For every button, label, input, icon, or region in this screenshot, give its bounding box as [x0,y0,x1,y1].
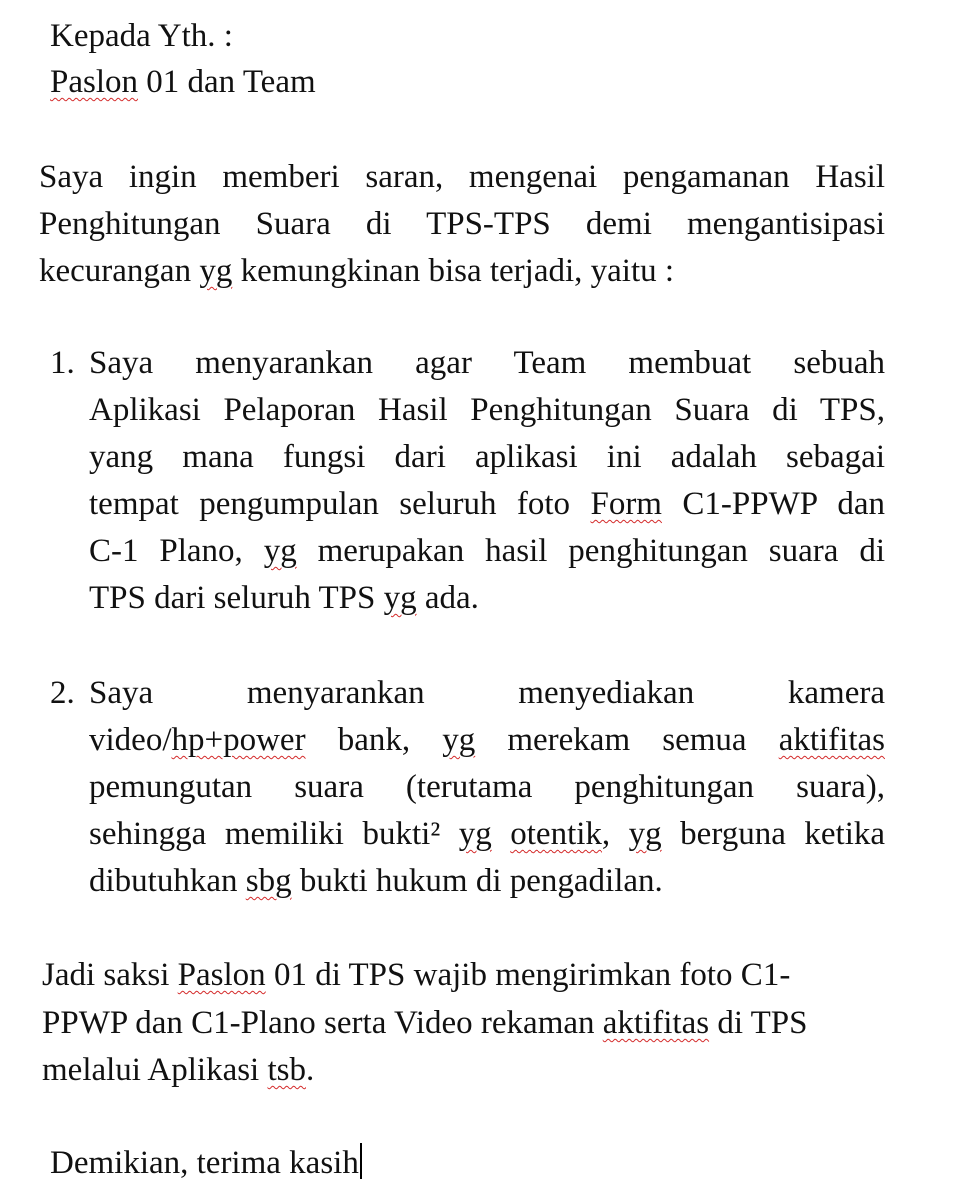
spellcheck-word: Paslon [50,64,139,100]
item1-text: merupakan hasil penghitungan suara di [296,533,885,569]
item2-line-1: Saya menyarankan menyediakan kamera [89,675,885,711]
text-cursor[interactable] [360,1143,362,1179]
closing-text: melalui Aplikasi [42,1052,268,1088]
recipient-label-text: Kepada Yth. : [50,18,233,54]
item1-text: tempat pengumpulan seluruh foto [89,486,591,522]
intro-line-2: Penghitungan Suara di TPS-TPS demi mengantisipasi [39,206,885,242]
closing-line-1 [42,955,790,999]
recipient-label [50,16,233,60]
spellcheck-word: otentik [510,816,602,852]
recipient-name-text: 01 dan Team [138,64,316,100]
spellcheck-word: yg [199,253,233,289]
closing-line-3 [42,1050,314,1094]
item1-text: C1-PPWP dan [661,486,885,522]
item2-text: bank, [305,722,443,758]
item1-line-1: Saya menyarankan agar Team membuat sebuah [89,345,885,381]
item1-line-2: Aplikasi Pelaporan Hasil Penghitungan Suara di TPS, [89,392,885,428]
item2-text: , [601,816,629,852]
closing-text: Jadi saksi [42,957,178,993]
item2-text: berguna ketika [661,816,886,852]
item1-text: TPS dari seluruh TPS [89,580,384,616]
spellcheck-word: Form [590,486,662,522]
recipient-name [50,62,316,106]
spellcheck-word: yg [458,816,492,852]
item1-text: C-1 Plano, [89,533,264,569]
item2-text: video/ [89,722,172,758]
list-number-1: 1. [50,345,75,381]
item1-line-4 [89,484,885,524]
closing-line-2 [42,1003,808,1047]
spellcheck-word: Paslon [177,957,266,993]
item2-text [492,816,511,852]
item2-text: dibutuhkan [89,863,246,899]
spellcheck-word: yg [628,816,662,852]
item2-line-4 [89,814,885,854]
signoff-text: Demikian, terima kasih [50,1145,359,1181]
item2-text: merekam semua [475,722,779,758]
spellcheck-word: sbg [245,863,292,899]
item2-text: sehingga memiliki bukti² [89,816,459,852]
item1-line-5 [89,531,885,571]
item2-line-3: pemungutan suara (terutama penghitungan suara), [89,769,885,805]
closing-text: . [306,1052,315,1088]
spellcheck-word: hp+power [171,722,306,758]
spellcheck-word: tsb [267,1052,306,1088]
spellcheck-word: yg [263,533,297,569]
list-number-2: 2. [50,675,75,711]
intro-text: kemungkinan bisa terjadi, yaitu : [232,253,675,289]
intro-line-1: Saya ingin memberi saran, mengenai pengamanan Hasil [39,159,885,195]
intro-text: kecurangan [39,253,200,289]
closing-text: di TPS [709,1005,808,1041]
spellcheck-word: aktifitas [778,722,885,758]
spellcheck-word: aktifitas [602,1005,710,1041]
item1-line-6 [89,578,479,622]
item1-text: ada. [416,580,479,616]
intro-line-3 [39,251,674,295]
spellcheck-word: yg [442,722,476,758]
signoff-line [50,1143,362,1187]
item1-line-3: yang mana fungsi dari aplikasi ini adalah sebagai [89,439,885,475]
spellcheck-word: yg [383,580,417,616]
item2-text: bukti hukum di pengadilan. [291,863,663,899]
item2-line-2 [89,720,885,760]
closing-text: 01 di TPS wajib mengirimkan foto C1- [265,957,791,993]
closing-text: PPWP dan C1-Plano serta Video rekaman [42,1005,603,1041]
item2-line-5 [89,861,663,905]
